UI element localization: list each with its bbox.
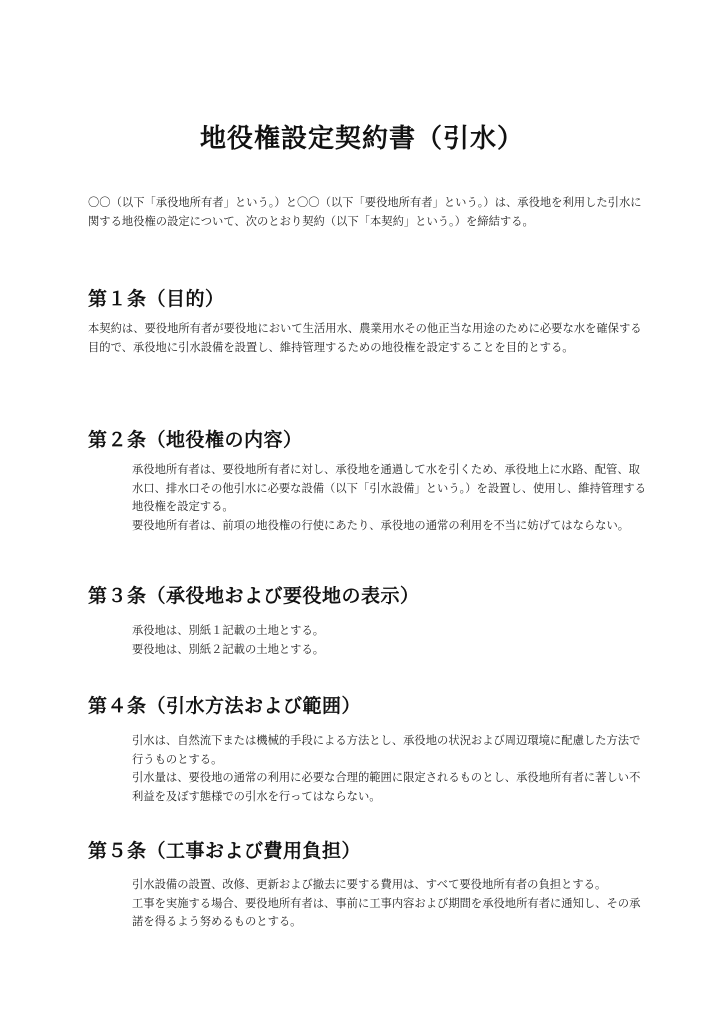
article-4-paragraph-1: 引水は、自然流下または機械的手段による方法とし、承役地の状況および周辺環境に配慮した方法で行うものとする。 — [132, 734, 641, 766]
article-3-paragraph-2: 要役地は、別紙２記載の土地とする。 — [132, 642, 325, 656]
article-2-paragraph-1: 承役地所有者は、要役地所有者に対し、承役地を通過して水を引くため、承役地上に水路、配管、取水口、排水口その他引水に必要な設備（以下「引水設備」という。）を設置し、使用し、維持管理する地役権を設定する。 — [132, 463, 647, 513]
article-4-paragraph-2: 引水量は、要役地の通常の利用に必要な合理的範囲に限定されるものとし、承役地所有者に著しい不利益を及ぼす態様での引水を行ってはならない。 — [132, 771, 641, 803]
preamble-text: 〇〇（以下「承役地所有者」という。）と〇〇（以下「要役地所有者」という。）は、承役地を利用した引水に関する地役権の設定について、次のとおり契約（以下「本契約」という。）を締結する。 — [88, 196, 642, 228]
article-2-heading: 第２条（地役権の内容） — [88, 429, 303, 451]
article-3-paragraph-1: 承役地は、別紙１記載の土地とする。 — [132, 624, 325, 637]
article-5-paragraph-1: 引水設備の設置、改修、更新および撤去に要する費用は、すべて要役地所有者の負担とする。 — [132, 878, 607, 891]
article-3-body — [132, 622, 646, 659]
article-1-heading: 第１条（目的） — [88, 288, 225, 310]
article-5-body — [132, 876, 646, 932]
article-4-body — [132, 732, 646, 806]
article-5-heading: 第５条（工事および費用負担） — [88, 840, 362, 862]
document-title: 地役権設定契約書（引水） — [199, 124, 524, 154]
article-1-paragraph-1: 本契約は、要役地所有者が要役地において生活用水、農業用水その他正当な用途のために必要な水を確保する目的で、承役地に引水設備を設置し、維持管理するための地役権を設定することを目的とする。 — [88, 322, 642, 354]
article-4-heading: 第４条（引水方法および範囲） — [88, 695, 362, 717]
article-5-paragraph-2: 工事を実施する場合、要役地所有者は、事前に工事内容および期間を承役地所有者に通知し、その承諾を得るよう努めるものとする。 — [132, 896, 641, 928]
article-2-body — [132, 461, 646, 535]
article-3-heading: 第３条（承役地および要役地の表示） — [88, 585, 420, 607]
article-2-paragraph-2: 要役地所有者は、前項の地役権の行使にあたり、承役地の通常の利用を不当に妨げてはならない。 — [132, 518, 630, 532]
article-1-body — [88, 320, 648, 357]
